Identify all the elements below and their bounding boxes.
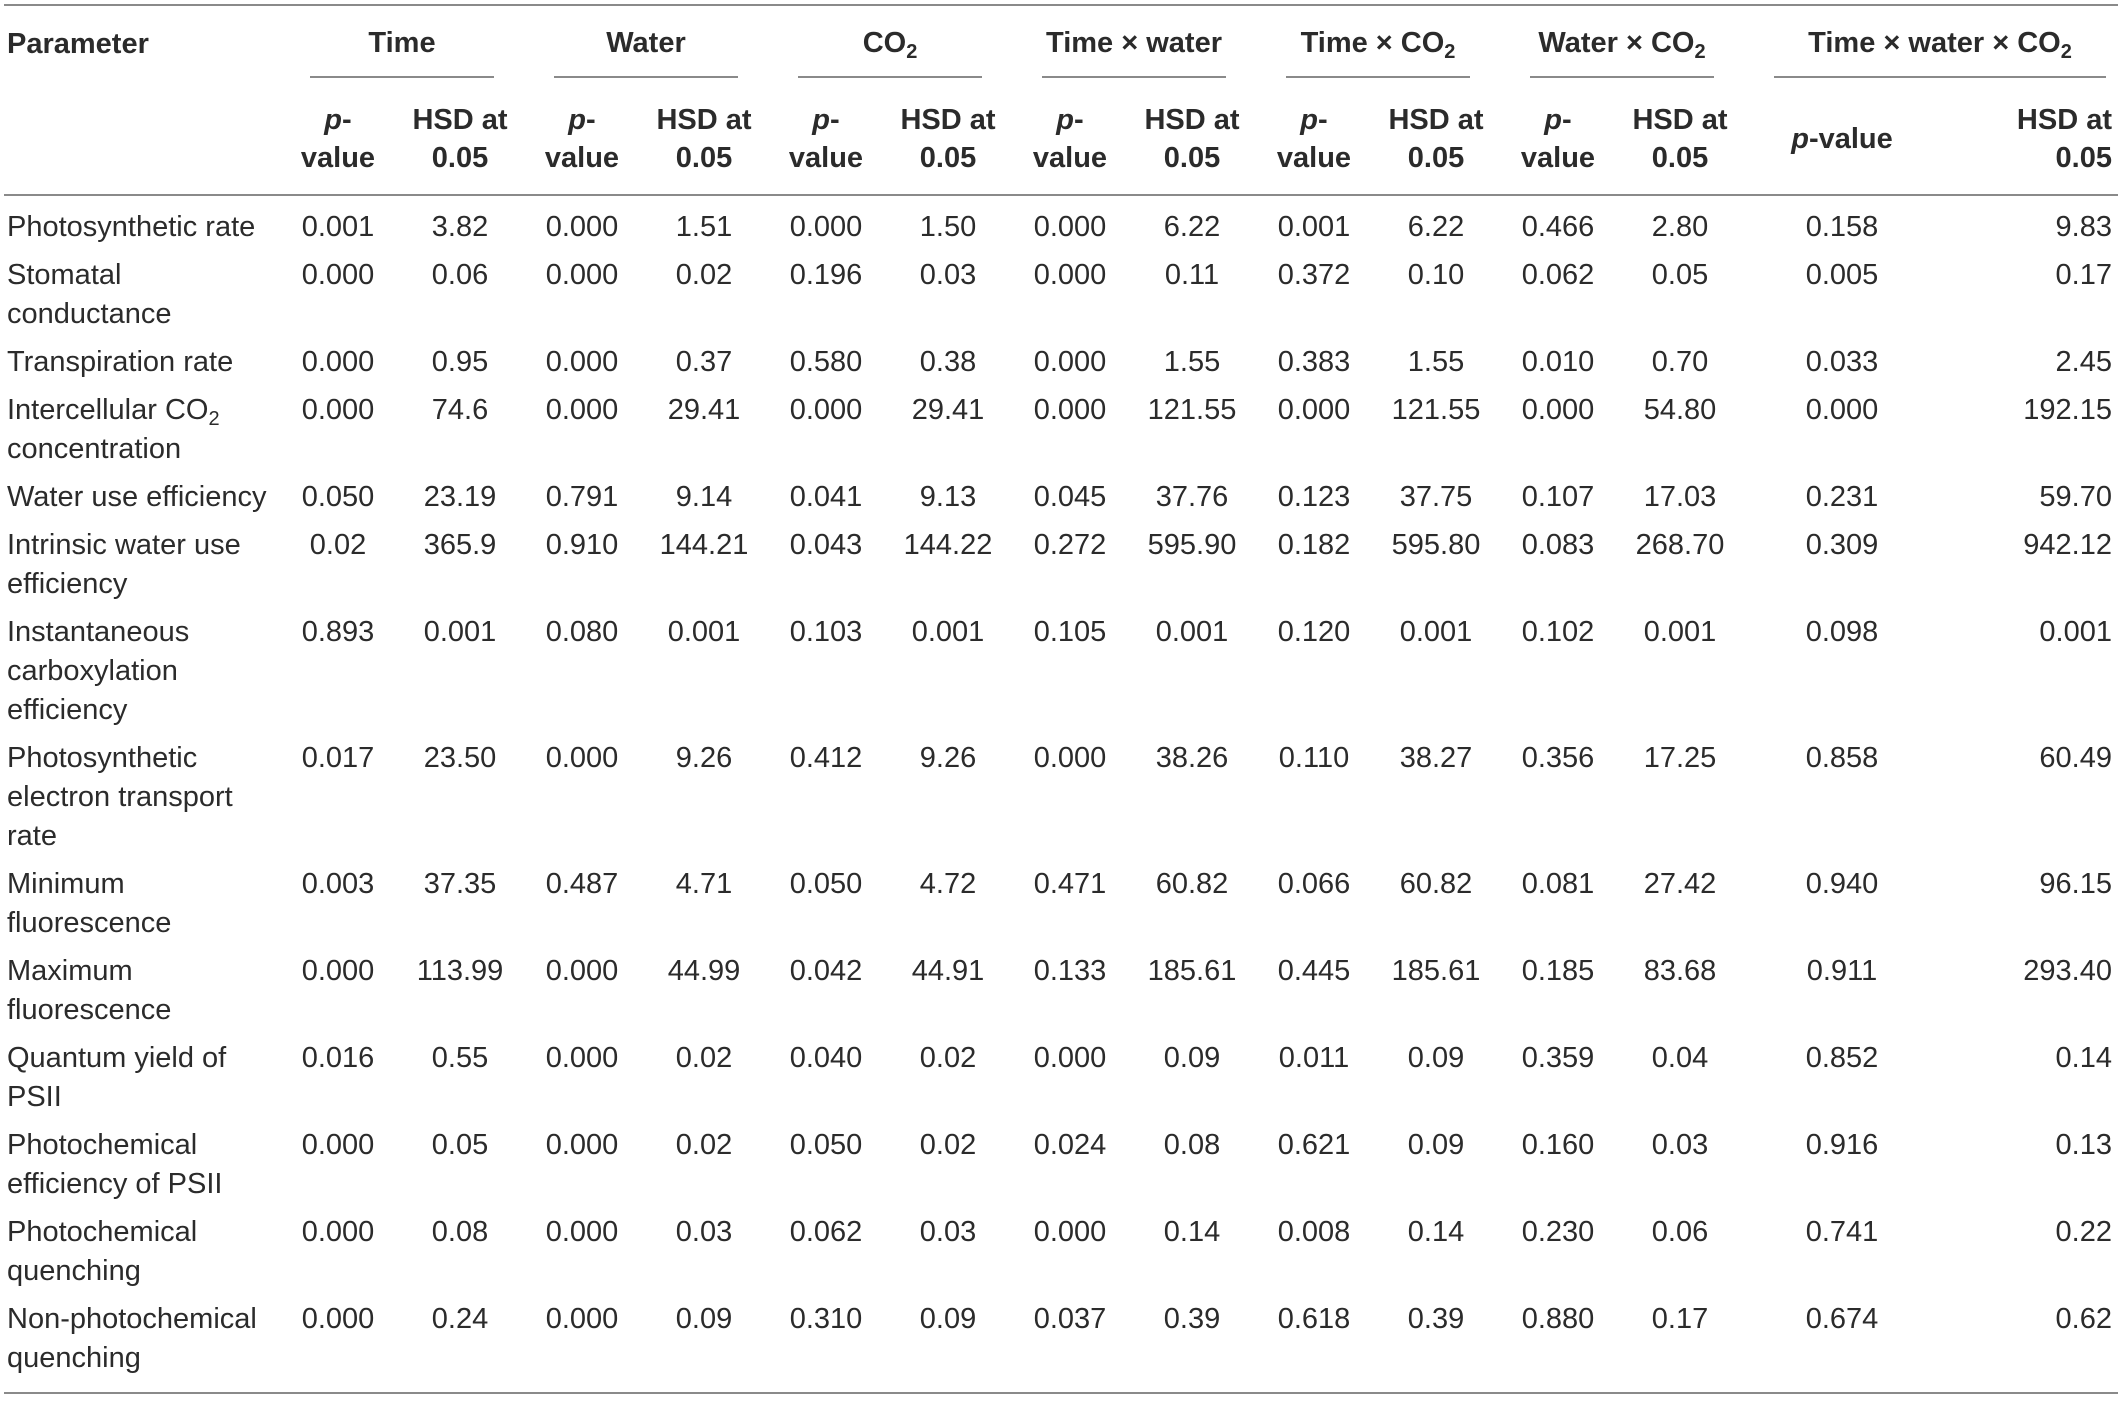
p-value-cell: 0.000 (1277, 394, 1351, 426)
p-value-cell: 0.001 (301, 211, 375, 243)
p-value-cell: 0.066 (1277, 868, 1351, 900)
p-value-header: p- value (1032, 104, 1108, 174)
results-table-wrapper (4, 4, 2116, 1394)
table-row (4, 385, 2118, 472)
hsd-cell: 0.05 (431, 1129, 489, 1161)
p-value-cell: 0.791 (545, 481, 619, 513)
hsd-cell: 9.14 (675, 481, 733, 513)
hsd-cell: 1.55 (1163, 346, 1221, 378)
hsd-cell: 0.14 (1163, 1216, 1221, 1248)
hsd-cell: 23.50 (423, 742, 497, 774)
hsd-cell: 0.08 (431, 1216, 489, 1248)
hsd-cell: 0.001 (1399, 616, 1473, 648)
p-value-cell: 0.000 (1033, 211, 1107, 243)
hsd-cell: 0.03 (919, 1216, 977, 1248)
group-header-water: Water (524, 6, 768, 84)
hsd-cell: 6.22 (1163, 211, 1221, 243)
p-value-cell: 0.911 (1806, 955, 1878, 987)
hsd-cell: 2.45 (2055, 346, 2112, 378)
hsd-cell: 0.02 (919, 1129, 977, 1161)
hsd-cell: 27.42 (1643, 868, 1717, 900)
hsd-cell: 9.26 (675, 742, 733, 774)
hsd-cell: 0.55 (431, 1042, 489, 1074)
table-row (4, 946, 2118, 1033)
group-header-row (4, 6, 2118, 84)
p-value-cell: 0.000 (301, 394, 375, 426)
p-value-cell: 0.272 (1033, 529, 1107, 561)
p-value-cell: 0.000 (301, 1129, 375, 1161)
p-value-header: p-value (1791, 123, 1893, 155)
hsd-cell: 0.03 (675, 1216, 733, 1248)
hsd-cell: 185.61 (1147, 955, 1237, 987)
p-value-cell: 0.185 (1521, 955, 1595, 987)
hsd-cell: 1.50 (919, 211, 977, 243)
table-row (4, 1033, 2118, 1120)
hsd-cell: 0.02 (675, 1042, 733, 1074)
table-row (4, 607, 2118, 733)
hsd-cell: 3.82 (431, 211, 489, 243)
parameter-cell: Quantum yield of PSII (7, 1042, 227, 1113)
hsd-cell: 121.55 (1391, 394, 1481, 426)
hsd-cell: 0.17 (2055, 259, 2112, 291)
hsd-cell: 293.40 (2023, 955, 2112, 987)
hsd-cell: 185.61 (1391, 955, 1481, 987)
hsd-cell: 0.001 (2039, 616, 2112, 648)
parameter-cell: Photosynthetic rate (7, 211, 256, 243)
hsd-cell: 9.26 (919, 742, 977, 774)
p-value-cell: 0.916 (1805, 1129, 1879, 1161)
p-value-cell: 0.133 (1033, 955, 1107, 987)
p-value-cell: 0.000 (1033, 346, 1107, 378)
parameter-cell: Intercellular $CO_2$ concentration (7, 394, 220, 465)
parameter-cell: Minimum fluorescence (7, 868, 172, 939)
p-value-cell: 0.005 (1805, 259, 1879, 291)
p-value-cell: 0.098 (1805, 616, 1879, 648)
p-value-cell: 0.000 (545, 1216, 619, 1248)
p-value-cell: 0.000 (1033, 1216, 1107, 1248)
p-value-cell: 0.110 (1278, 742, 1350, 774)
p-value-cell: 0.003 (301, 868, 375, 900)
hsd-cell: 268.70 (1635, 529, 1725, 561)
p-value-cell: 0.080 (545, 616, 619, 648)
p-value-cell: 0.356 (1521, 742, 1595, 774)
p-value-cell: 0.103 (789, 616, 863, 648)
hsd-cell: 0.38 (919, 346, 977, 378)
hsd-cell: 0.03 (1651, 1129, 1709, 1161)
p-value-cell: 0.000 (301, 1216, 375, 1248)
p-value-cell: 0.487 (545, 868, 619, 900)
table-row (4, 1207, 2118, 1294)
anova-results-table (4, 4, 2118, 1394)
hsd-cell: 0.06 (431, 259, 489, 291)
p-value-cell: 0.471 (1033, 868, 1107, 900)
hsd-cell: 121.55 (1147, 394, 1237, 426)
p-value-cell: 0.741 (1805, 1216, 1879, 1248)
table-row (4, 733, 2118, 859)
hsd-cell: 37.35 (423, 868, 497, 900)
hsd-cell: 96.15 (2039, 868, 2112, 900)
p-value-cell: 0.017 (301, 742, 375, 774)
p-value-cell: 0.010 (1521, 346, 1595, 378)
table-row (4, 1294, 2118, 1393)
table-row (4, 196, 2118, 250)
p-value-cell: 0.000 (301, 1303, 375, 1335)
hsd-cell: 0.02 (919, 1042, 977, 1074)
hsd-cell: 60.82 (1155, 868, 1229, 900)
hsd-cell: 0.10 (1407, 259, 1465, 291)
p-value-cell: 0.893 (301, 616, 375, 648)
p-value-cell: 0.000 (545, 346, 619, 378)
p-value-cell: 0.158 (1805, 211, 1879, 243)
p-value-header: p- value (1520, 104, 1596, 174)
hsd-cell: 54.80 (1643, 394, 1717, 426)
p-value-cell: 0.000 (545, 1129, 619, 1161)
parameter-cell: Photochemical efficiency of PSII (7, 1129, 223, 1200)
p-value-cell: 0.910 (545, 529, 619, 561)
p-value-cell: 0.359 (1521, 1042, 1595, 1074)
hsd-header: HSD at 0.05 (1632, 104, 1728, 174)
p-value-cell: 0.037 (1033, 1303, 1107, 1335)
p-value-cell: 0.383 (1277, 346, 1351, 378)
hsd-cell: 74.6 (431, 394, 489, 426)
hsd-header: HSD at 0.05 (1144, 104, 1240, 174)
hsd-cell: 0.14 (2055, 1042, 2112, 1074)
group-header-time-water-co2: Time × water × $CO_2$ (1744, 6, 2118, 84)
hsd-cell: 0.39 (1407, 1303, 1465, 1335)
hsd-cell: 144.22 (903, 529, 993, 561)
hsd-cell: 0.08 (1163, 1129, 1221, 1161)
hsd-cell: 595.80 (1391, 529, 1481, 561)
hsd-cell: 23.19 (423, 481, 497, 513)
p-value-cell: 0.081 (1521, 868, 1595, 900)
hsd-header: HSD at 0.05 (412, 104, 508, 174)
p-value-cell: 0.062 (789, 1216, 863, 1248)
hsd-cell: 37.75 (1399, 481, 1473, 513)
group-header-time-co2: Time × $CO_2$ (1256, 6, 1500, 84)
hsd-cell: 0.62 (2055, 1303, 2112, 1335)
hsd-cell: 0.001 (911, 616, 985, 648)
p-value-cell: 0.024 (1033, 1129, 1107, 1161)
hsd-cell: 0.05 (1651, 259, 1709, 291)
p-value-cell: 0.372 (1277, 259, 1351, 291)
p-value-cell: 0.000 (1805, 394, 1879, 426)
hsd-header: HSD at 0.05 (900, 104, 996, 174)
p-value-cell: 0.008 (1277, 1216, 1351, 1248)
p-value-header: p- value (544, 104, 620, 174)
group-header-co2: $CO_2$ (768, 6, 1012, 84)
p-value-cell: 0.196 (789, 259, 863, 291)
p-value-cell: 0.000 (545, 1042, 619, 1074)
p-value-cell: 0.000 (545, 211, 619, 243)
p-value-cell: 0.000 (789, 394, 863, 426)
hsd-cell: 365.9 (423, 529, 497, 561)
table-row (4, 1120, 2118, 1207)
p-value-cell: 0.000 (1033, 394, 1107, 426)
hsd-cell: 38.27 (1399, 742, 1473, 774)
p-value-cell: 0.050 (789, 1129, 863, 1161)
p-value-cell: 0.412 (789, 742, 863, 774)
hsd-cell: 0.03 (919, 259, 977, 291)
hsd-cell: 0.02 (675, 1129, 733, 1161)
p-value-cell: 0.182 (1277, 529, 1351, 561)
hsd-cell: 9.83 (2055, 211, 2112, 243)
empty-header-cell (4, 84, 280, 195)
p-value-cell: 0.083 (1521, 529, 1595, 561)
p-value-cell: 0.310 (789, 1303, 863, 1335)
table-row (4, 337, 2118, 385)
p-value-cell: 0.050 (301, 481, 375, 513)
hsd-cell: 0.001 (423, 616, 497, 648)
p-value-cell: 0.040 (789, 1042, 863, 1074)
p-value-cell: 0.000 (1033, 742, 1107, 774)
parameter-cell: Stomatal conductance (7, 259, 172, 330)
p-value-cell: 0.000 (789, 211, 863, 243)
hsd-cell: 2.80 (1651, 211, 1709, 243)
parameter-cell: Instantaneous carboxylation efficiency (7, 616, 190, 726)
hsd-cell: 29.41 (667, 394, 741, 426)
hsd-cell: 6.22 (1407, 211, 1465, 243)
parameter-cell: Intrinsic water use efficiency (7, 529, 241, 600)
hsd-cell: 59.70 (2039, 481, 2112, 513)
parameter-cell: Water use efficiency (7, 481, 267, 513)
hsd-cell: 0.06 (1651, 1216, 1709, 1248)
hsd-cell: 29.41 (911, 394, 985, 426)
table-row (4, 859, 2118, 946)
parameter-cell: Maximum fluorescence (7, 955, 172, 1026)
hsd-cell: 595.90 (1147, 529, 1237, 561)
parameter-header: Parameter (7, 27, 149, 60)
p-value-cell: 0.043 (789, 529, 863, 561)
hsd-cell: 0.24 (431, 1303, 489, 1335)
p-value-cell: 0.042 (789, 955, 863, 987)
p-value-cell: 0.000 (301, 346, 375, 378)
table-row (4, 250, 2118, 337)
p-value-cell: 0.309 (1805, 529, 1879, 561)
hsd-cell: 1.51 (675, 211, 733, 243)
hsd-cell: 0.001 (1643, 616, 1717, 648)
p-value-cell: 0.000 (545, 259, 619, 291)
p-value-cell: 0.011 (1278, 1042, 1350, 1074)
p-value-cell: 0.940 (1805, 868, 1879, 900)
hsd-cell: 0.39 (1163, 1303, 1221, 1335)
p-value-cell: 0.107 (1521, 481, 1595, 513)
p-value-cell: 0.000 (545, 955, 619, 987)
parameter-cell: Photochemical quenching (7, 1216, 198, 1287)
p-value-cell: 0.618 (1277, 1303, 1351, 1335)
hsd-cell: 0.11 (1164, 259, 1220, 291)
p-value-cell: 0.000 (545, 394, 619, 426)
hsd-header: HSD at 0.05 (1388, 104, 1484, 174)
p-value-cell: 0.000 (545, 1303, 619, 1335)
p-value-cell: 0.000 (301, 259, 375, 291)
p-value-header: p- value (1276, 104, 1352, 174)
group-header-time: Time (280, 6, 524, 84)
hsd-cell: 4.72 (919, 868, 977, 900)
hsd-cell: 113.99 (416, 955, 504, 987)
p-value-cell: 0.000 (301, 955, 375, 987)
hsd-cell: 0.001 (667, 616, 741, 648)
hsd-cell: 0.37 (675, 346, 733, 378)
hsd-cell: 942.12 (2023, 529, 2112, 561)
hsd-cell: 4.71 (675, 868, 733, 900)
p-value-cell: 0.102 (1521, 616, 1595, 648)
parameter-cell: Non-photochemical quenching (7, 1303, 257, 1374)
p-value-cell: 0.000 (1033, 259, 1107, 291)
hsd-cell: 192.15 (2023, 394, 2112, 426)
table-body (4, 196, 2118, 1393)
hsd-cell: 0.09 (1163, 1042, 1221, 1074)
hsd-cell: 17.03 (1643, 481, 1717, 513)
p-value-cell: 0.858 (1805, 742, 1879, 774)
hsd-cell: 0.22 (2055, 1216, 2112, 1248)
hsd-cell: 0.70 (1651, 346, 1709, 378)
hsd-cell: 0.001 (1155, 616, 1229, 648)
hsd-cell: 0.14 (1407, 1216, 1465, 1248)
hsd-cell: 0.02 (675, 259, 733, 291)
p-value-cell: 0.033 (1805, 346, 1879, 378)
hsd-header: HSD at 0.05 (2016, 104, 2112, 174)
p-value-cell: 0.016 (301, 1042, 375, 1074)
p-value-cell: 0.000 (1521, 394, 1595, 426)
hsd-cell: 44.99 (667, 955, 741, 987)
hsd-cell: 0.95 (431, 346, 489, 378)
hsd-cell: 17.25 (1643, 742, 1717, 774)
p-value-cell: 0.000 (545, 742, 619, 774)
p-value-cell: 0.231 (1805, 481, 1879, 513)
table-row (4, 520, 2118, 607)
p-value-cell: 0.230 (1521, 1216, 1595, 1248)
hsd-cell: 60.82 (1399, 868, 1473, 900)
hsd-header: HSD at 0.05 (656, 104, 752, 174)
hsd-cell: 0.13 (2055, 1129, 2112, 1161)
p-value-cell: 0.852 (1805, 1042, 1879, 1074)
p-value-cell: 0.045 (1033, 481, 1107, 513)
p-value-header: p- value (300, 104, 376, 174)
parameter-cell: Photosynthetic electron transport rate (7, 742, 233, 852)
hsd-cell: 0.09 (1407, 1042, 1465, 1074)
p-value-cell: 0.041 (789, 481, 863, 513)
p-value-cell: 0.580 (789, 346, 863, 378)
p-value-cell: 0.02 (309, 529, 367, 561)
hsd-cell: 0.04 (1651, 1042, 1709, 1074)
parameter-cell: Transpiration rate (7, 346, 234, 378)
p-value-cell: 0.062 (1521, 259, 1595, 291)
group-header-water-co2: Water × $CO_2$ (1500, 6, 1744, 84)
hsd-cell: 0.09 (675, 1303, 733, 1335)
p-value-cell: 0.674 (1805, 1303, 1879, 1335)
p-value-cell: 0.000 (1033, 1042, 1107, 1074)
p-value-cell: 0.123 (1277, 481, 1351, 513)
hsd-cell: 37.76 (1155, 481, 1229, 513)
group-header-time-water: Time × water (1012, 6, 1256, 84)
p-value-cell: 0.001 (1277, 211, 1351, 243)
p-value-cell: 0.466 (1521, 211, 1595, 243)
p-value-cell: 0.621 (1277, 1129, 1351, 1161)
hsd-cell: 144.21 (659, 529, 749, 561)
p-value-cell: 0.050 (789, 868, 863, 900)
hsd-cell: 83.68 (1643, 955, 1717, 987)
p-value-cell: 0.880 (1521, 1303, 1595, 1335)
p-value-cell: 0.160 (1521, 1129, 1595, 1161)
hsd-cell: 0.09 (1407, 1129, 1465, 1161)
p-value-header: p- value (788, 104, 864, 174)
hsd-cell: 60.49 (2039, 742, 2112, 774)
table-row (4, 472, 2118, 520)
p-value-cell: 0.445 (1277, 955, 1351, 987)
hsd-cell: 38.26 (1155, 742, 1229, 774)
hsd-cell: 1.55 (1407, 346, 1465, 378)
hsd-cell: 0.09 (919, 1303, 977, 1335)
p-value-cell: 0.120 (1277, 616, 1351, 648)
sub-header-row (4, 84, 2118, 195)
hsd-cell: 0.17 (1651, 1303, 1709, 1335)
hsd-cell: 9.13 (919, 481, 977, 513)
p-value-cell: 0.105 (1033, 616, 1107, 648)
hsd-cell: 44.91 (911, 955, 985, 987)
